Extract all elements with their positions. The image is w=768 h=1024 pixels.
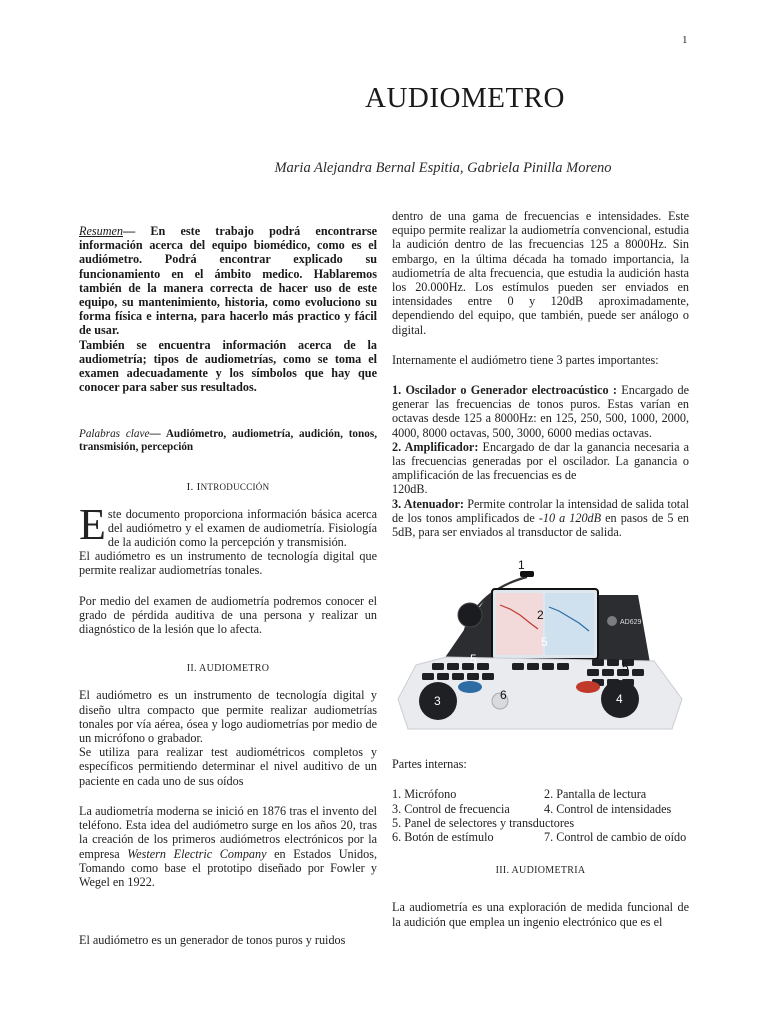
abstract-lead: Resumen xyxy=(79,224,123,238)
parts-row-4 xyxy=(392,830,689,844)
intro-paragraph-1 xyxy=(79,499,377,550)
section-heading-audiometria: III. AUDIOMETRIA xyxy=(495,865,586,877)
part-1-label: 1. Oscilador o Generador electroacústico : xyxy=(392,383,617,398)
part-3 xyxy=(392,497,689,540)
right-paragraph-2: Internamente el audiómetro tiene 3 partes importantes: xyxy=(392,352,659,367)
part-1 xyxy=(392,383,689,440)
label-5-right: 5 xyxy=(622,660,629,675)
history-text-b: en Estados Unidos, Tomando como base el prototipo diseñado por Fowler y Wegel en 1922. xyxy=(79,846,377,889)
part-3-text-b: en pasos de 5 en 5dB, para ser enviados al transductor de salida. xyxy=(392,510,690,540)
label-3: 3 xyxy=(434,694,441,709)
intro-text-1: ste documento proporciona información básica acerca del audiómetro y el examen de audiometría. Fisiología de la audición como la percepción y transmisión. xyxy=(107,506,377,550)
part-item-1: 1. Micrófono xyxy=(392,787,457,802)
section-rest: NTRODUCCIÓN xyxy=(200,482,270,493)
keywords-lead: Palabras clave xyxy=(79,428,150,441)
stimulus-button-left xyxy=(458,681,482,693)
audiometer-image xyxy=(392,559,689,733)
abstract-dash: — xyxy=(123,224,151,238)
part-3-label: 3 xyxy=(392,496,399,511)
audiometria-paragraph: La audiometría es una exploración de medida funcional de la audición que emplea un ingenio electrónico que es el xyxy=(392,900,689,929)
audiometro-paragraph-1: El audiómetro es un instrumento de tecnología digital y diseño ultra compacto que permite realizar audiometrías tonales por vía aérea, ósea y logo audiometrías por medio de un micrófono o grabador. xyxy=(79,688,377,746)
stimulus-button-right xyxy=(576,681,600,693)
part-3-range: -10 a 120dB xyxy=(538,510,602,525)
screen-left-chart xyxy=(496,593,543,655)
audiometro-paragraph-2: Se utiliza para realizar test audiométricos completos y específicos permitiendo determinar el nivel auditivo de un paciente en cada uno de sus oídos xyxy=(79,745,377,788)
paper-authors: Maria Alejandra Bernal Espitia, Gabriela Pinilla Moreno xyxy=(274,160,612,176)
part-item-3: 3. Control de frecuencia xyxy=(392,801,510,816)
label-5-left: 5 xyxy=(470,652,477,667)
part-item-5: 5. Panel de selectores y transductores xyxy=(392,815,575,830)
drop-cap: E xyxy=(79,499,106,549)
right-paragraph-1: dentro de una gama de frecuencias e intensidades. Este equipo permite realizar la audiometría convencional, estudia la audición dentro de las frecuencias 125 a 8000Hz. Sin embargo, en la última década ha tomado importancia, la audiometría de alta frecuencia, que estudia la audición hasta los 20.000Hz. Los estímulos pueden ser enviados en intensidades entre 0 y 120dB aproximadamente, dependiendo del equipo, que también, puede ser análogo o digital. xyxy=(392,209,689,337)
part-3-text-a: Permite controlar la intensidad de salida total de los tonos amplificados de xyxy=(392,496,689,525)
audiometer-figure xyxy=(392,559,689,733)
part-2-text: Encargado de dar la ganancia necesaria a las frecuencias generadas por el oscilador. La ganancia o amplificación de las frecuencias es de xyxy=(392,439,689,483)
parts-list xyxy=(392,787,689,844)
label-6: 6 xyxy=(500,688,507,703)
left-column xyxy=(79,224,377,947)
history-text-a: La audiometría moderna se inició en 1876 tras el invento del teléfono. Esta idea del audiómetro surge en los años 20, tras la creación de los primeros audiómetros electrónicos por la empresa xyxy=(79,803,377,861)
label-2: 2 xyxy=(537,608,544,623)
audiometro-paragraph-3 xyxy=(79,804,377,889)
label-5-center: 5 xyxy=(541,635,548,650)
section-numeral: I. xyxy=(186,481,197,494)
part-1-text: Encargado de generar las frecuencias de tonos puros. Estas varían en octavas desde 125 a 8000Hz: en 125, 250, 500, 1000, 2000, 4000, 8000 octavas, 500, 3000, 6000 medias octavas. xyxy=(392,383,689,440)
section-first-letter: I xyxy=(196,481,201,494)
abstract-text: En este trabajo podrá encontrarse información acerca del equipo biomédico, como es el audiómetro. Podrá encontrar explicado su funcionamiento en el ámbito medico. Hablaremos también de la manera correcta de hacer uso de este equipo, su mantenimiento, historia, como evoluciono su forma física e interna, para hacerlo más practico y fácil de usar. xyxy=(79,224,378,338)
part-item-6: 6. Botón de estímulo xyxy=(392,830,494,845)
part-item-7: 7. Control de cambio de oído xyxy=(544,830,687,845)
page-number: 1 xyxy=(682,34,688,46)
label-1: 1 xyxy=(518,559,525,573)
label-4: 4 xyxy=(616,692,623,707)
company-name: Western Electric Company xyxy=(127,846,267,861)
section-heading-intro xyxy=(79,480,377,494)
keywords-text: Audiómetro, audiometría, audición, tonos, transmisión, percepción xyxy=(79,428,377,454)
part-2 xyxy=(392,440,689,483)
brand-logo xyxy=(607,616,617,626)
section-heading-audiometro: II. AUDIOMETRO xyxy=(186,663,270,675)
abstract-second: También se encuentra información acerca de la audiometría; tipos de audiometrías, como se toma el examen adecuadamente y los símbolos que hay que conocer para saber sus resultados. xyxy=(79,337,377,395)
keywords xyxy=(79,428,377,454)
part-item-2: 2. Pantalla de lectura xyxy=(544,787,647,802)
speaker-grille xyxy=(458,603,482,627)
parts-title: Partes internas: xyxy=(392,757,467,772)
abstract xyxy=(79,224,377,338)
keywords-dash: — xyxy=(149,428,166,441)
paper-title: AUDIOMETRO xyxy=(365,82,565,114)
screen-right-chart xyxy=(545,593,594,655)
right-column xyxy=(392,209,689,929)
part-item-4: 4. Control de intensidades xyxy=(544,801,672,816)
audiometro-paragraph-4: El audiómetro es un generador de tonos puros y ruidos xyxy=(79,933,346,948)
intro-paragraph-3: Por medio del examen de audiometría podremos conocer el grado de pérdida auditiva de una persona y realizar un diagnóstico de la lesión que lo afecta. xyxy=(79,593,377,637)
device-brand: AD629 xyxy=(620,619,642,627)
part-3-label-b: . Atenuador: xyxy=(398,496,464,511)
parts-row-2 xyxy=(392,802,689,816)
part-2-label: 2. Amplificador: xyxy=(392,439,479,454)
intro-paragraph-2: El audiómetro es un instrumento de tecnología digital que permite realizar audiometrías tonales. xyxy=(79,549,377,578)
parts-row-1 xyxy=(392,787,689,801)
part-2-value: 120dB. xyxy=(392,482,428,497)
